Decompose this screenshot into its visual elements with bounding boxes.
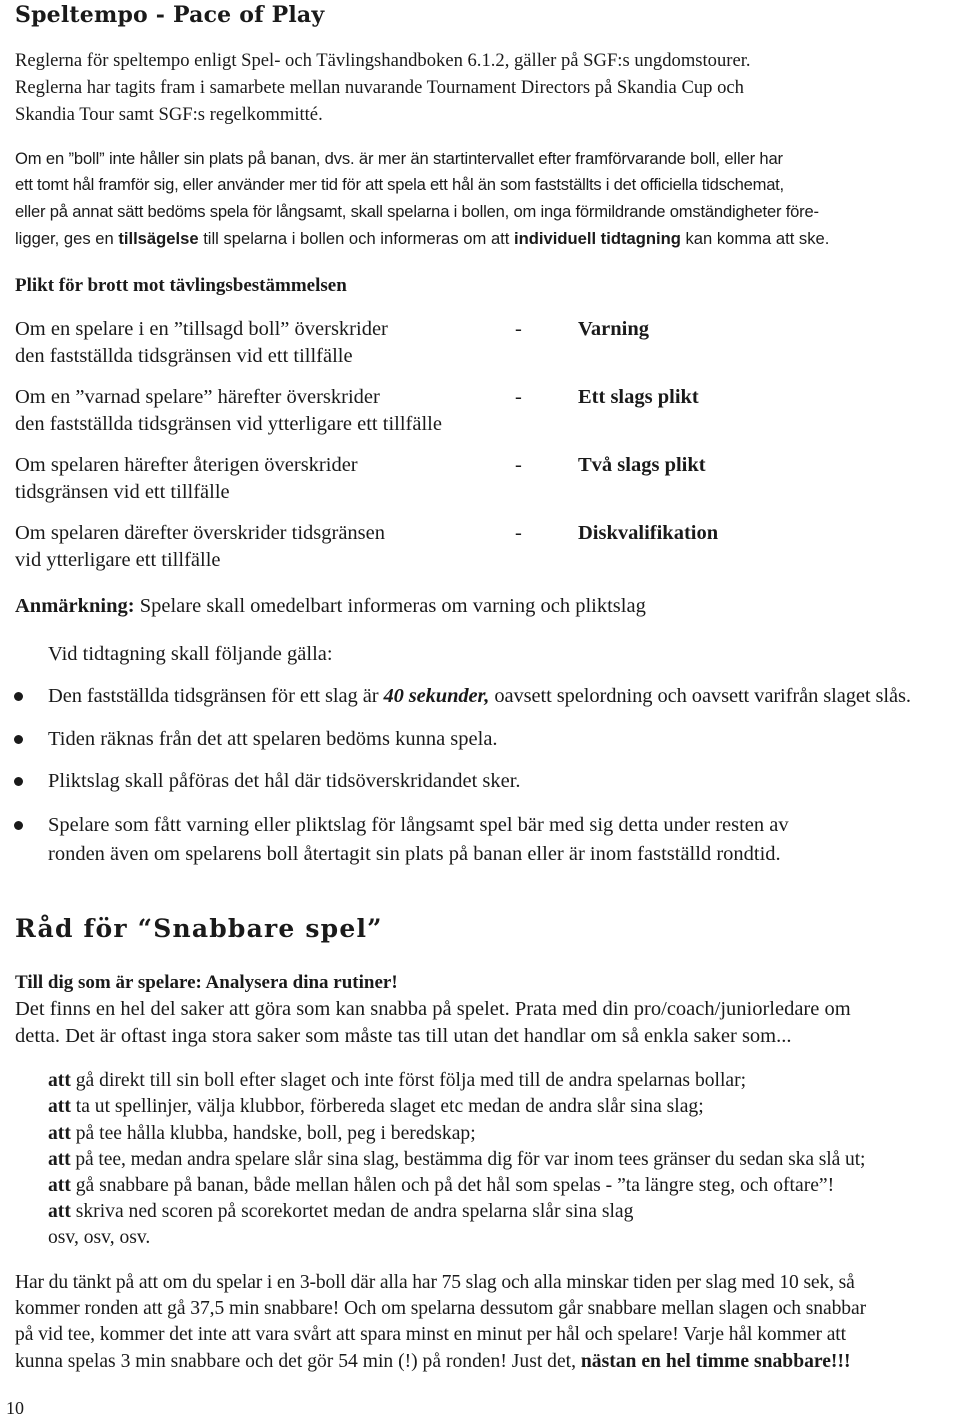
penalty-result: Diskvalifikation — [578, 522, 719, 544]
list-item-text: på tee hålla klubba, handske, boll, peg i beredskap; — [70, 1123, 476, 1144]
list-item-att: att — [48, 1096, 71, 1117]
list-item-att: att — [48, 1070, 71, 1091]
closing-paragraph-line-4-text: kunna spelas 3 min snabbare och det gör 54 min (!) på ronden! Just det, — [15, 1351, 581, 1372]
rule-line-4-mid: till spelarna i bollen och informeras om att — [198, 229, 515, 248]
list-item-text: på tee, medan andra spelare slår sina slag, bestämma dig för var inom tees gränser du sedan ska slå ut; — [70, 1149, 866, 1170]
timing-limit: 40 sekunder, — [383, 685, 490, 707]
penalty-result: Två slags plikt — [578, 454, 706, 476]
list-item-osv: osv, osv, osv. — [48, 1227, 151, 1248]
note-label: Anmärkning: — [15, 595, 135, 617]
closing-paragraph-line-3: på vid tee, kommer det inte att vara svårt att spara minst en minut per hål och spelare! Varje hål kommer att — [15, 1324, 846, 1345]
timing-bullet-4-line-2: ronden även om spelarens boll återtagit sin plats på banan eller är inom fastställd rondtid. — [48, 843, 781, 865]
list-item — [48, 1121, 476, 1147]
rule-line-4 — [15, 225, 829, 252]
penalty-dash: - — [515, 454, 522, 476]
penalty-heading: Plikt för brott mot tävlingsbestämmelsen — [15, 275, 347, 296]
list-item-att: att — [48, 1175, 71, 1196]
intro-line-3: Skandia Tour samt SGF:s regelkommitté. — [15, 104, 323, 125]
list-item — [48, 1173, 834, 1199]
rule-line-3: eller på annat sätt bedöms spela för långsamt, skall spelarna i bollen, om inga förmildrande omständigheter före- — [15, 202, 819, 221]
timing-bullet-1 — [48, 683, 911, 710]
closing-paragraph-line-1: Har du tänkt på att om du spelar i en 3-boll där alla har 75 slag och alla minskar tiden per slag med 10 sek, så — [15, 1272, 855, 1293]
list-item — [48, 1094, 704, 1120]
section-heading: Råd för “Snabbare spel” — [15, 914, 383, 943]
list-item-text: ta ut spellinjer, välja klubbor, förbereda slaget etc medan de andra slår sina slag; — [70, 1096, 704, 1117]
penalty-condition-cont: vid ytterligare ett tillfälle — [15, 549, 221, 571]
intro-line-2: Reglerna har tagits fram i samarbete mellan nuvarande Tournament Directors på Skandia Cup och — [15, 77, 744, 98]
list-item-text: skriva ned scoren på scorekortet medan de andra spelarna slår sina slag — [70, 1201, 634, 1222]
closing-paragraph-line-2: kommer ronden att gå 37,5 min snabbare! Och om spelarna dessutom går snabbare mellan slagen och snabbar — [15, 1298, 867, 1319]
bullet-icon — [14, 692, 23, 701]
advice-paragraph-line-1: Det finns en hel del saker att göra som kan snabba på spelet. Prata med din pro/coach/juniorledare om — [15, 998, 851, 1020]
penalty-condition: Om en spelare i en ”tillsagd boll” överskrider — [15, 318, 388, 340]
bullet-icon — [14, 735, 23, 744]
rule-emphasis-tidtagning: individuell tidtagning — [514, 229, 681, 248]
penalty-dash: - — [515, 386, 522, 408]
closing-paragraph-line-4 — [15, 1349, 851, 1375]
rule-line-2: ett tomt hål framför sig, eller använder mer tid för att spela ett hål än som fastställts i det officiella tidschemat, — [15, 175, 784, 194]
timing-intro: Vid tidtagning skall följande gälla: — [48, 643, 333, 665]
penalty-condition: Om en ”varnad spelare” härefter överskrider — [15, 386, 380, 408]
list-item-text: gå direkt till sin boll efter slaget och inte först följa med till de andra spelarnas bollar; — [70, 1070, 747, 1091]
list-item — [48, 1147, 865, 1173]
list-item-att: att — [48, 1123, 71, 1144]
timing-bullet-3: Pliktslag skall påföras det hål där tidsöverskridandet sker. — [48, 770, 521, 792]
penalty-condition-cont: den fastställda tidsgränsen vid ytterligare ett tillfälle — [15, 413, 442, 435]
list-item-att: att — [48, 1149, 71, 1170]
rule-line-4-pre: ligger, ges en — [15, 229, 119, 248]
note — [15, 593, 646, 620]
penalty-condition: Om spelaren härefter återigen överskrider — [15, 454, 358, 476]
penalty-result: Varning — [578, 318, 650, 340]
penalty-dash: - — [515, 318, 522, 340]
penalty-dash: - — [515, 522, 522, 544]
penalty-condition-cont: den fastställda tidsgränsen vid ett tillfälle — [15, 345, 353, 367]
penalty-result: Ett slags plikt — [578, 386, 699, 408]
timing-bullet-1-post: oavsett spelordning och oavsett varifrån slaget slås. — [489, 685, 911, 707]
advice-subheading: Till dig som är spelare: Analysera dina rutiner! — [15, 972, 398, 993]
list-item — [48, 1068, 746, 1094]
intro-line-1: Reglerna för speltempo enligt Spel- och Tävlingshandboken 6.1.2, gäller på SGF:s ungdomstourer. — [15, 50, 751, 71]
rule-line-1: Om en ”boll” inte håller sin plats på banan, dvs. är mer än startintervallet efter framförvarande boll, eller har — [15, 149, 783, 168]
advice-paragraph-line-2: detta. Det är oftast inga stora saker som måste tas till utan det handlar om så enkla saker som... — [15, 1025, 792, 1047]
list-item-text: gå snabbare på banan, både mellan hålen och på det hål som spelas - ”ta längre steg, och oftare”! — [70, 1175, 835, 1196]
penalty-condition-cont: tidsgränsen vid ett tillfälle — [15, 481, 230, 503]
list-item-att: att — [48, 1201, 71, 1222]
penalty-condition: Om spelaren därefter överskrider tidsgränsen — [15, 522, 385, 544]
page-title: Speltempo - Pace of Play — [15, 2, 325, 28]
page-number: 10 — [6, 1398, 24, 1418]
timing-bullet-1-pre: Den fastställda tidsgränsen för ett slag är — [48, 685, 384, 707]
note-text: Spelare skall omedelbart informeras om varning och pliktslag — [134, 595, 646, 617]
closing-emphasis: nästan en hel timme snabbare!!! — [580, 1351, 851, 1372]
list-item — [48, 1199, 633, 1225]
bullet-icon — [14, 777, 23, 786]
timing-bullet-4-line-1: Spelare som fått varning eller pliktslag för långsamt spel bär med sig detta under resten av — [48, 814, 789, 836]
timing-bullet-2: Tiden räknas från det att spelaren bedöms kunna spela. — [48, 728, 498, 750]
bullet-icon — [14, 821, 23, 830]
rule-emphasis-tillsagelse: tillsägelse — [118, 229, 199, 248]
rule-line-4-post: kan komma att ske. — [680, 229, 830, 248]
